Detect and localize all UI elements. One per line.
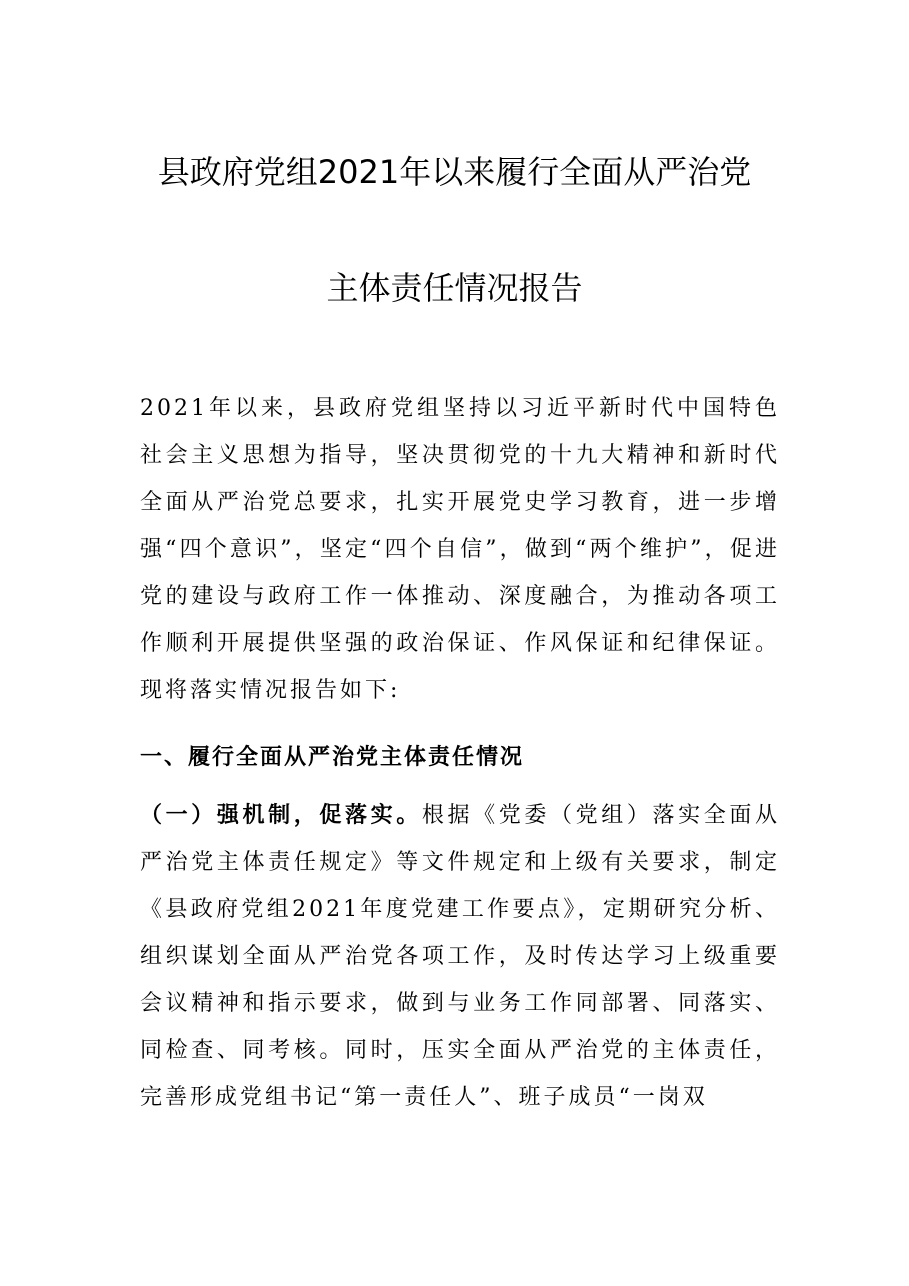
- subsection-paragraph-1: [140, 792, 780, 1121]
- subsection-body: 根据《党委（党组）落实全面从严治党主体责任规定》等文件规定和上级有关要求，制定《县政府党组2021年度党建工作要点》，定期研究分析、组织谋划全面从严治党各项工作，及时传达学习上级重要会议精神和指示要求，做到与业务工作同部署、同落实、同检查、同考核。同时，压实全面从严治党的主体责任，完善形成党组书记“第一责任人”、班子成员“一岗双: [140, 803, 780, 1110]
- document-title-line-1: 县政府党组2021年以来履行全面从严治党: [157, 153, 752, 191]
- document-title-line-2: 主体责任情况报告: [326, 269, 583, 307]
- intro-paragraph: 2021年以来，县政府党组坚持以习近平新时代中国特色社会主义思想为指导，坚决贯彻党的十九大精神和新时代全面从严治党总要求，扎实开展党史学习教育，进一步增强“四个意识”，坚定“四个自信”，做到“两个维护”，促进党的建设与政府工作一体推动、深度融合，为推动各项工作顺利开展提供坚强的政治保证、作风保证和纪律保证。现将落实情况报告如下:: [140, 396, 780, 703]
- subsection-lead: （一）强机制，促落实。: [140, 802, 422, 828]
- section-heading-1: 一、履行全面从严治党主体责任情况: [140, 744, 525, 770]
